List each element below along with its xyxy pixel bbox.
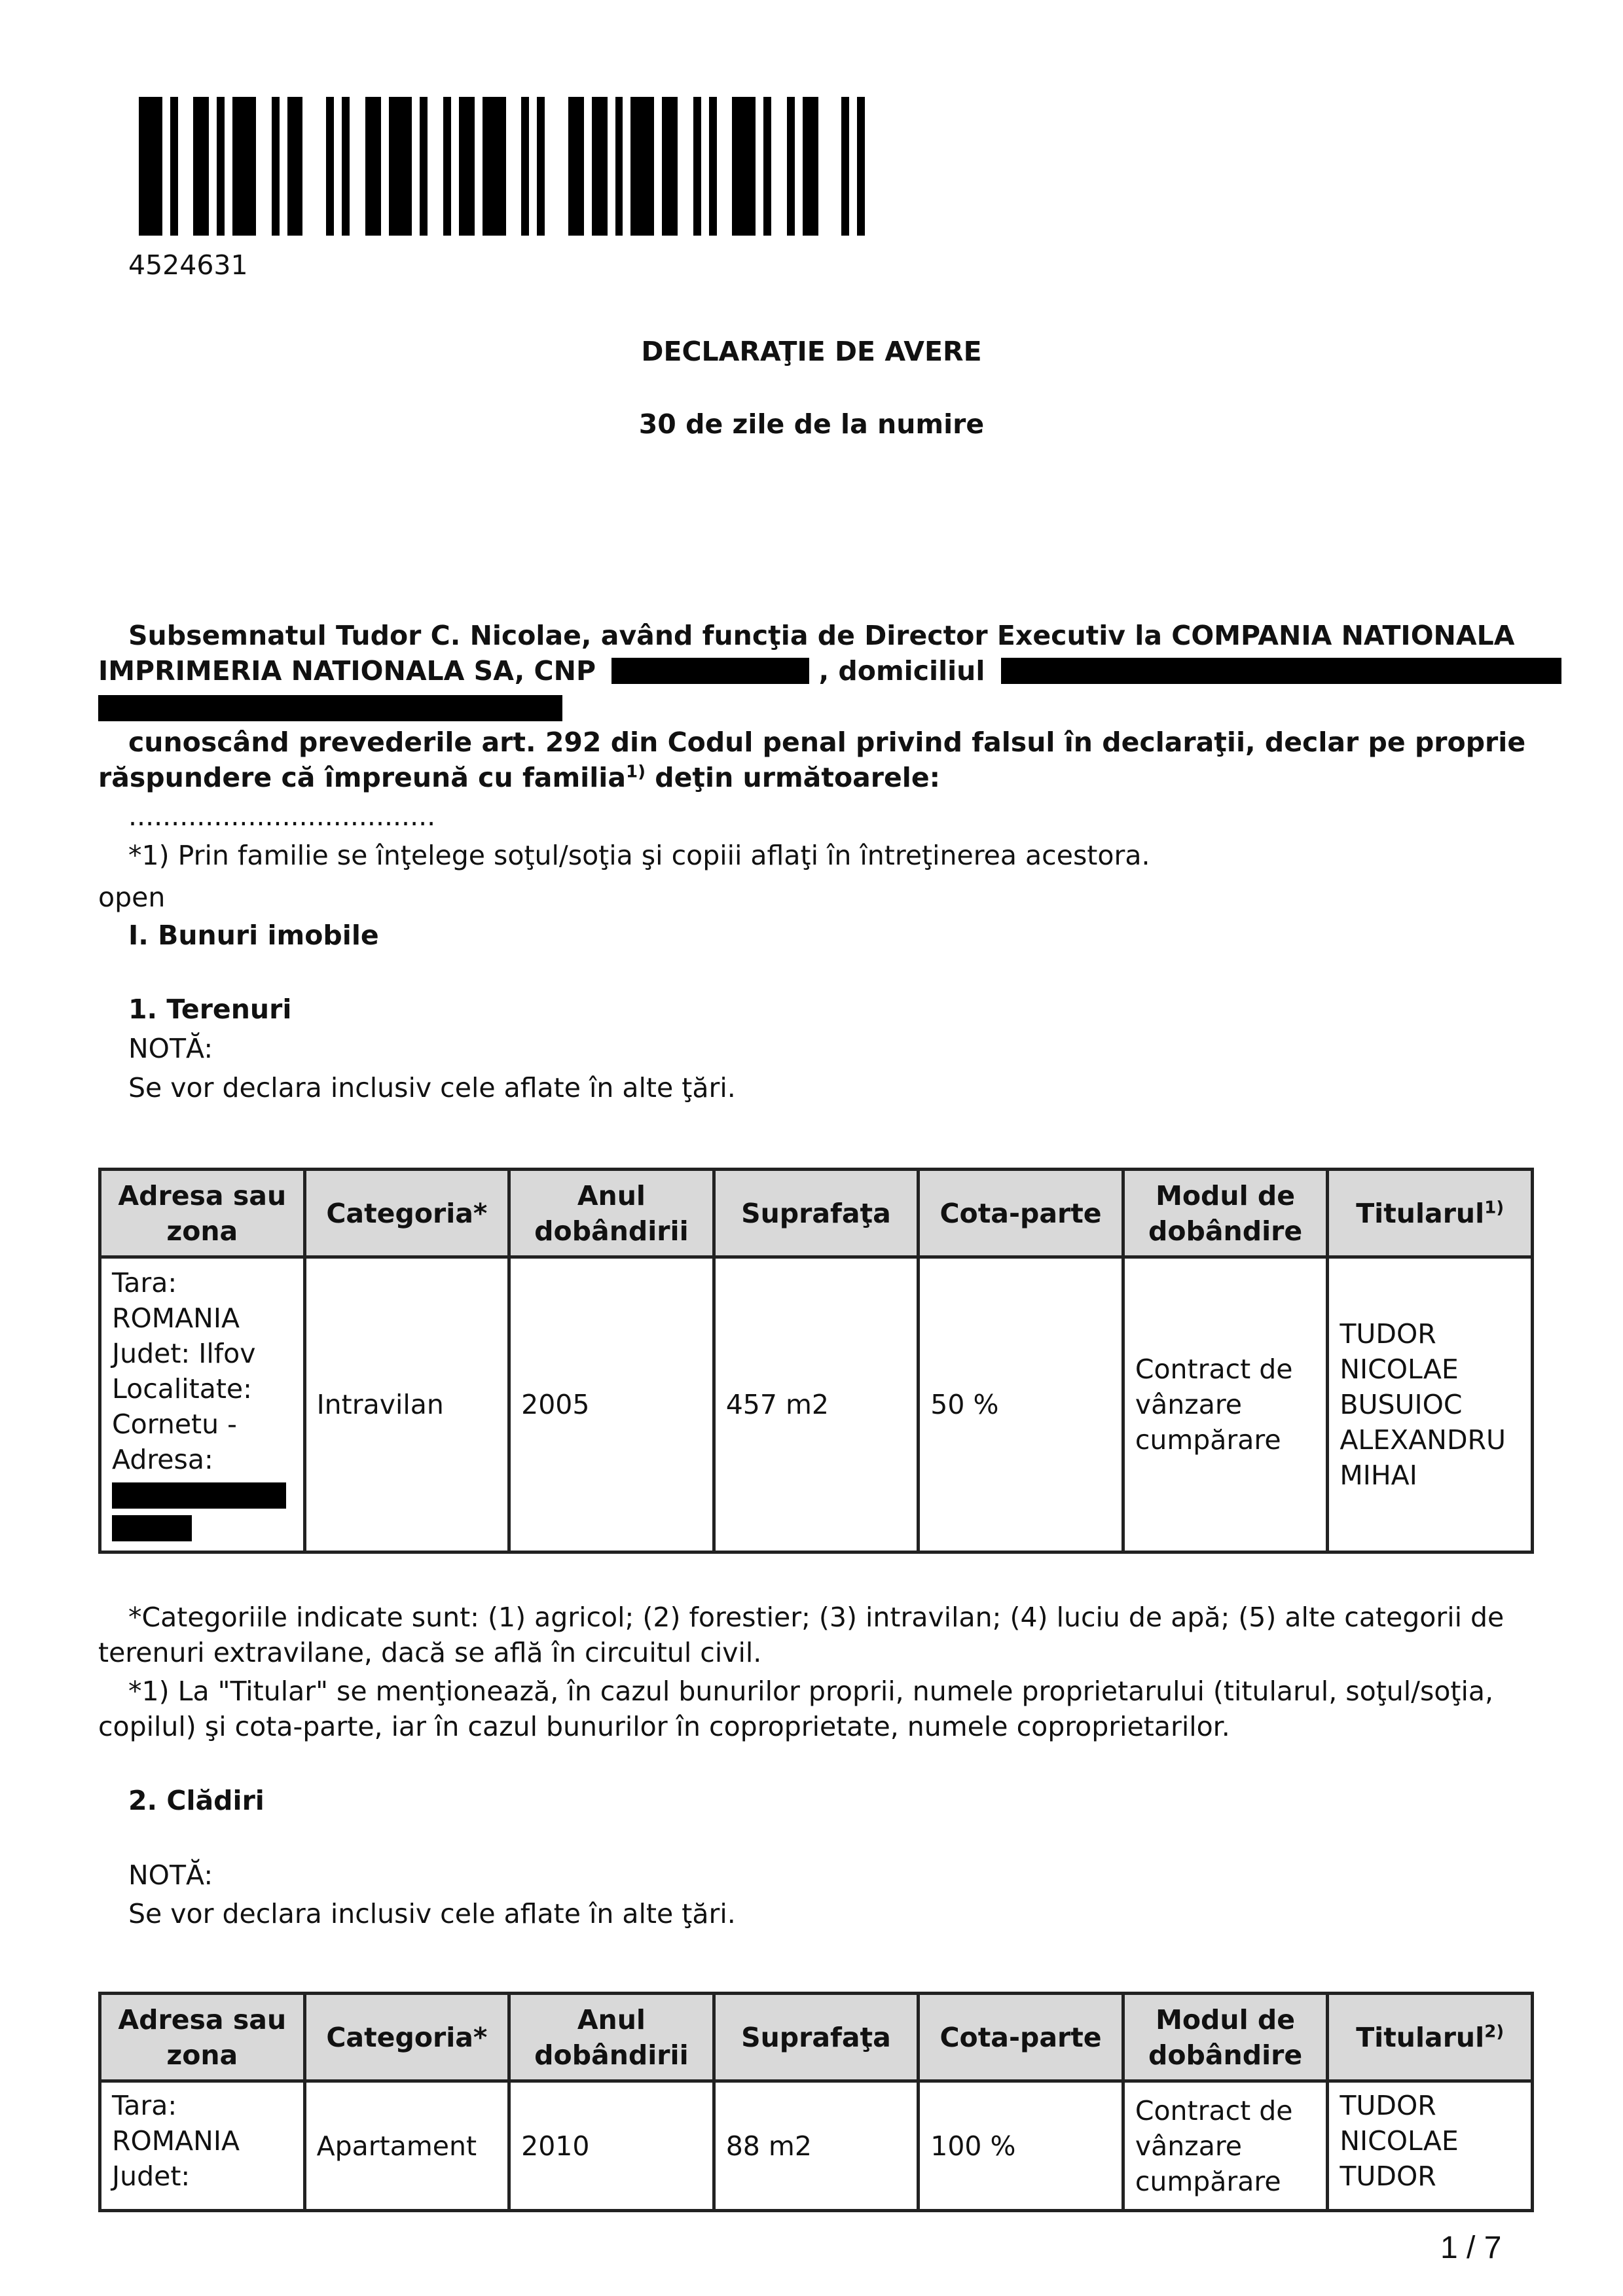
- cell-modul: [1123, 2081, 1328, 2211]
- col-header-categoria: Categoria*: [304, 1170, 509, 1257]
- modul-line: vânzare: [1135, 2130, 1243, 2162]
- table-header-row: [100, 1994, 1533, 2081]
- modul-line: Contract de: [1135, 2094, 1293, 2126]
- dotted-line: ....................................: [128, 800, 436, 832]
- document-subtitle: 30 de zile de la numire: [638, 408, 985, 440]
- barcode-bar: [662, 97, 678, 236]
- open-text: open: [98, 882, 166, 913]
- table-header-row: [100, 1170, 1533, 1257]
- titular-note-line-2: copilul) şi cota-parte, iar în cazul bunurilor în coproprietate, numele coproprietarilor.: [98, 1711, 1230, 1742]
- nota-text-2: Se vor declara inclusiv cele aflate în alte ţări.: [128, 1898, 736, 1929]
- cell-adresa: [100, 2081, 305, 2211]
- footnote-marker: 1): [626, 762, 646, 782]
- cell-categoria: Intravilan: [304, 1257, 509, 1552]
- col-header-modul: Modul de dobândire: [1123, 1170, 1328, 1257]
- modul-line: vânzare: [1135, 1389, 1243, 1420]
- titular-line: TUDOR: [1340, 2090, 1436, 2121]
- buildings-table: [98, 1992, 1534, 2212]
- barcode-bar: [272, 97, 280, 236]
- cell-adresa: [100, 1257, 305, 1552]
- barcode-bar: [787, 97, 795, 236]
- cell-categoria: Apartament: [304, 2081, 509, 2211]
- address-redaction-2: [98, 695, 562, 721]
- nota-label: NOTĂ:: [128, 1033, 213, 1064]
- intro-line-4-text-a: răspundere că împreună cu familia: [98, 762, 627, 793]
- address-line: Judet:: [112, 2161, 191, 2192]
- col-header-suprafata: Suprafaţa: [714, 1994, 919, 2081]
- section-heading-imobile: I. Bunuri imobile: [128, 920, 379, 951]
- address-line: Tara:: [112, 2090, 177, 2121]
- barcode-number: 4524631: [128, 249, 248, 281]
- document-title: DECLARAŢIE DE AVERE: [641, 336, 982, 367]
- barcode-bar: [139, 97, 162, 236]
- col-header-modul: Modul de dobândire: [1123, 1994, 1328, 2081]
- address-line: Tara:: [112, 1267, 177, 1299]
- titularul-label: Titularul: [1356, 2021, 1485, 2053]
- cell-suprafata: 88 m2: [714, 2081, 919, 2211]
- category-note-line-1: *Categoriile indicate sunt: (1) agricol; (2) forestier; (3) intravilan; (4) luciu de apă; (5) alte categorii de: [128, 1602, 1504, 1633]
- cnp-redaction: [611, 658, 809, 684]
- titularul-footnote-marker: 1): [1484, 1197, 1504, 1217]
- barcode-bar: [709, 97, 717, 236]
- intro-line-1: Subsemnatul Tudor C. Nicolae, având funcţia de Director Executiv la COMPANIA NATIONALA: [128, 620, 1515, 651]
- col-header-cota: Cota-parte: [919, 1994, 1123, 2081]
- col-header-categoria: Categoria*: [304, 1994, 509, 2081]
- modul-line: cumpărare: [1135, 2165, 1281, 2197]
- col-header-cota: Cota-parte: [919, 1170, 1123, 1257]
- col-header-anul: Anul dobândirii: [509, 1170, 714, 1257]
- barcode-bar: [483, 97, 506, 236]
- cell-anul: 2010: [509, 2081, 714, 2211]
- barcode-bar: [537, 97, 545, 236]
- address-redaction: [112, 1482, 286, 1509]
- barcode-bar: [365, 97, 381, 236]
- nota-label-2: NOTĂ:: [128, 1859, 213, 1891]
- barcode-bar: [693, 97, 701, 236]
- category-note-line-2: terenuri extravilane, dacă se află în circuitul civil.: [98, 1637, 762, 1668]
- nota-text: Se vor declara inclusiv cele aflate în alte ţări.: [128, 1072, 736, 1103]
- col-header-titularul: [1328, 1170, 1533, 1257]
- cell-titular: [1328, 2081, 1533, 2211]
- barcode-bar: [420, 97, 428, 236]
- page-number: 1 / 7: [1440, 2231, 1502, 2265]
- subsection-heading-cladiri: 2. Clădiri: [128, 1785, 264, 1816]
- cell-modul: [1123, 1257, 1328, 1552]
- cell-anul: 2005: [509, 1257, 714, 1552]
- address-line: Localitate:: [112, 1373, 252, 1405]
- barcode-bar: [326, 97, 334, 236]
- modul-line: cumpărare: [1135, 1424, 1281, 1456]
- barcode-bar: [592, 97, 608, 236]
- barcode-bar: [763, 97, 771, 236]
- address-line: ROMANIA: [112, 2125, 240, 2157]
- intro-line-2-text-a: IMPRIMERIA NATIONALA SA, CNP: [98, 655, 596, 687]
- cell-suprafata: 457 m2: [714, 1257, 919, 1552]
- intro-line-4: [98, 760, 940, 795]
- cell-cota: 50 %: [919, 1257, 1123, 1552]
- address-line: Cornetu -: [112, 1408, 237, 1440]
- barcode-bar: [443, 97, 451, 236]
- address-redaction: [1001, 658, 1561, 684]
- barcode-bar: [803, 97, 818, 236]
- barcode-bar: [342, 97, 350, 236]
- modul-line: Contract de: [1135, 1354, 1293, 1385]
- col-header-suprafata: Suprafaţa: [714, 1170, 919, 1257]
- titular-line: NICOLAE: [1340, 1354, 1459, 1385]
- intro-line-2-text-b: , domiciliul: [818, 655, 985, 687]
- barcode-bar: [232, 97, 256, 236]
- barcode-bar: [287, 97, 303, 236]
- col-header-titularul: [1328, 1994, 1533, 2081]
- address-redaction: [112, 1515, 192, 1541]
- table-row: [100, 2081, 1533, 2211]
- titularul-footnote-marker: 2): [1484, 2021, 1504, 2041]
- cell-cota: 100 %: [919, 2081, 1123, 2211]
- titular-line: ALEXANDRU: [1340, 1424, 1506, 1456]
- subsection-heading-terenuri: 1. Terenuri: [128, 994, 292, 1025]
- barcode-bar: [630, 97, 654, 236]
- barcode-bar: [732, 97, 756, 236]
- barcode-bar: [389, 97, 412, 236]
- col-header-anul: Anul dobândirii: [509, 1994, 714, 2081]
- col-header-adresa: Adresa sau zona: [100, 1994, 305, 2081]
- address-line: ROMANIA: [112, 1302, 240, 1334]
- barcode-bar: [615, 97, 623, 236]
- titularul-label: Titularul: [1356, 1197, 1485, 1229]
- family-footnote: *1) Prin familie se înţelege soţul/soţia şi copiii aflaţi în întreţinerea acestora.: [128, 840, 1150, 871]
- address-line: Adresa:: [112, 1444, 213, 1475]
- titular-line: MIHAI: [1340, 1460, 1417, 1491]
- barcode: [139, 97, 881, 236]
- barcode-bar: [193, 97, 209, 236]
- titular-line: NICOLAE: [1340, 2125, 1459, 2157]
- land-table: [98, 1168, 1534, 1554]
- titular-line: TUDOR: [1340, 1318, 1436, 1350]
- titular-note-line-1: *1) La "Titular" se menţionează, în cazul bunurilor proprii, numele proprietarului (titularul, soţul/soţia,: [128, 1676, 1494, 1707]
- titular-line: TUDOR: [1340, 2161, 1436, 2192]
- barcode-bar: [568, 97, 584, 236]
- barcode-bar: [521, 97, 529, 236]
- cell-titular: [1328, 1257, 1533, 1552]
- table-row: [100, 1257, 1533, 1552]
- intro-line-2: [98, 653, 1561, 689]
- address-line: Judet: Ilfov: [112, 1338, 256, 1369]
- barcode-bar: [459, 97, 475, 236]
- barcode-bar: [217, 97, 225, 236]
- barcode-bar: [841, 97, 849, 236]
- intro-line-3: cunoscând prevederile art. 292 din Codul penal privind falsul în declaraţii, declar pe proprie: [128, 726, 1526, 758]
- intro-line-4-text-b: deţin următoarele:: [646, 762, 941, 793]
- titular-line: BUSUIOC: [1340, 1389, 1463, 1420]
- barcode-bar: [857, 97, 865, 236]
- col-header-adresa: Adresa sau zona: [100, 1170, 305, 1257]
- barcode-bar: [170, 97, 178, 236]
